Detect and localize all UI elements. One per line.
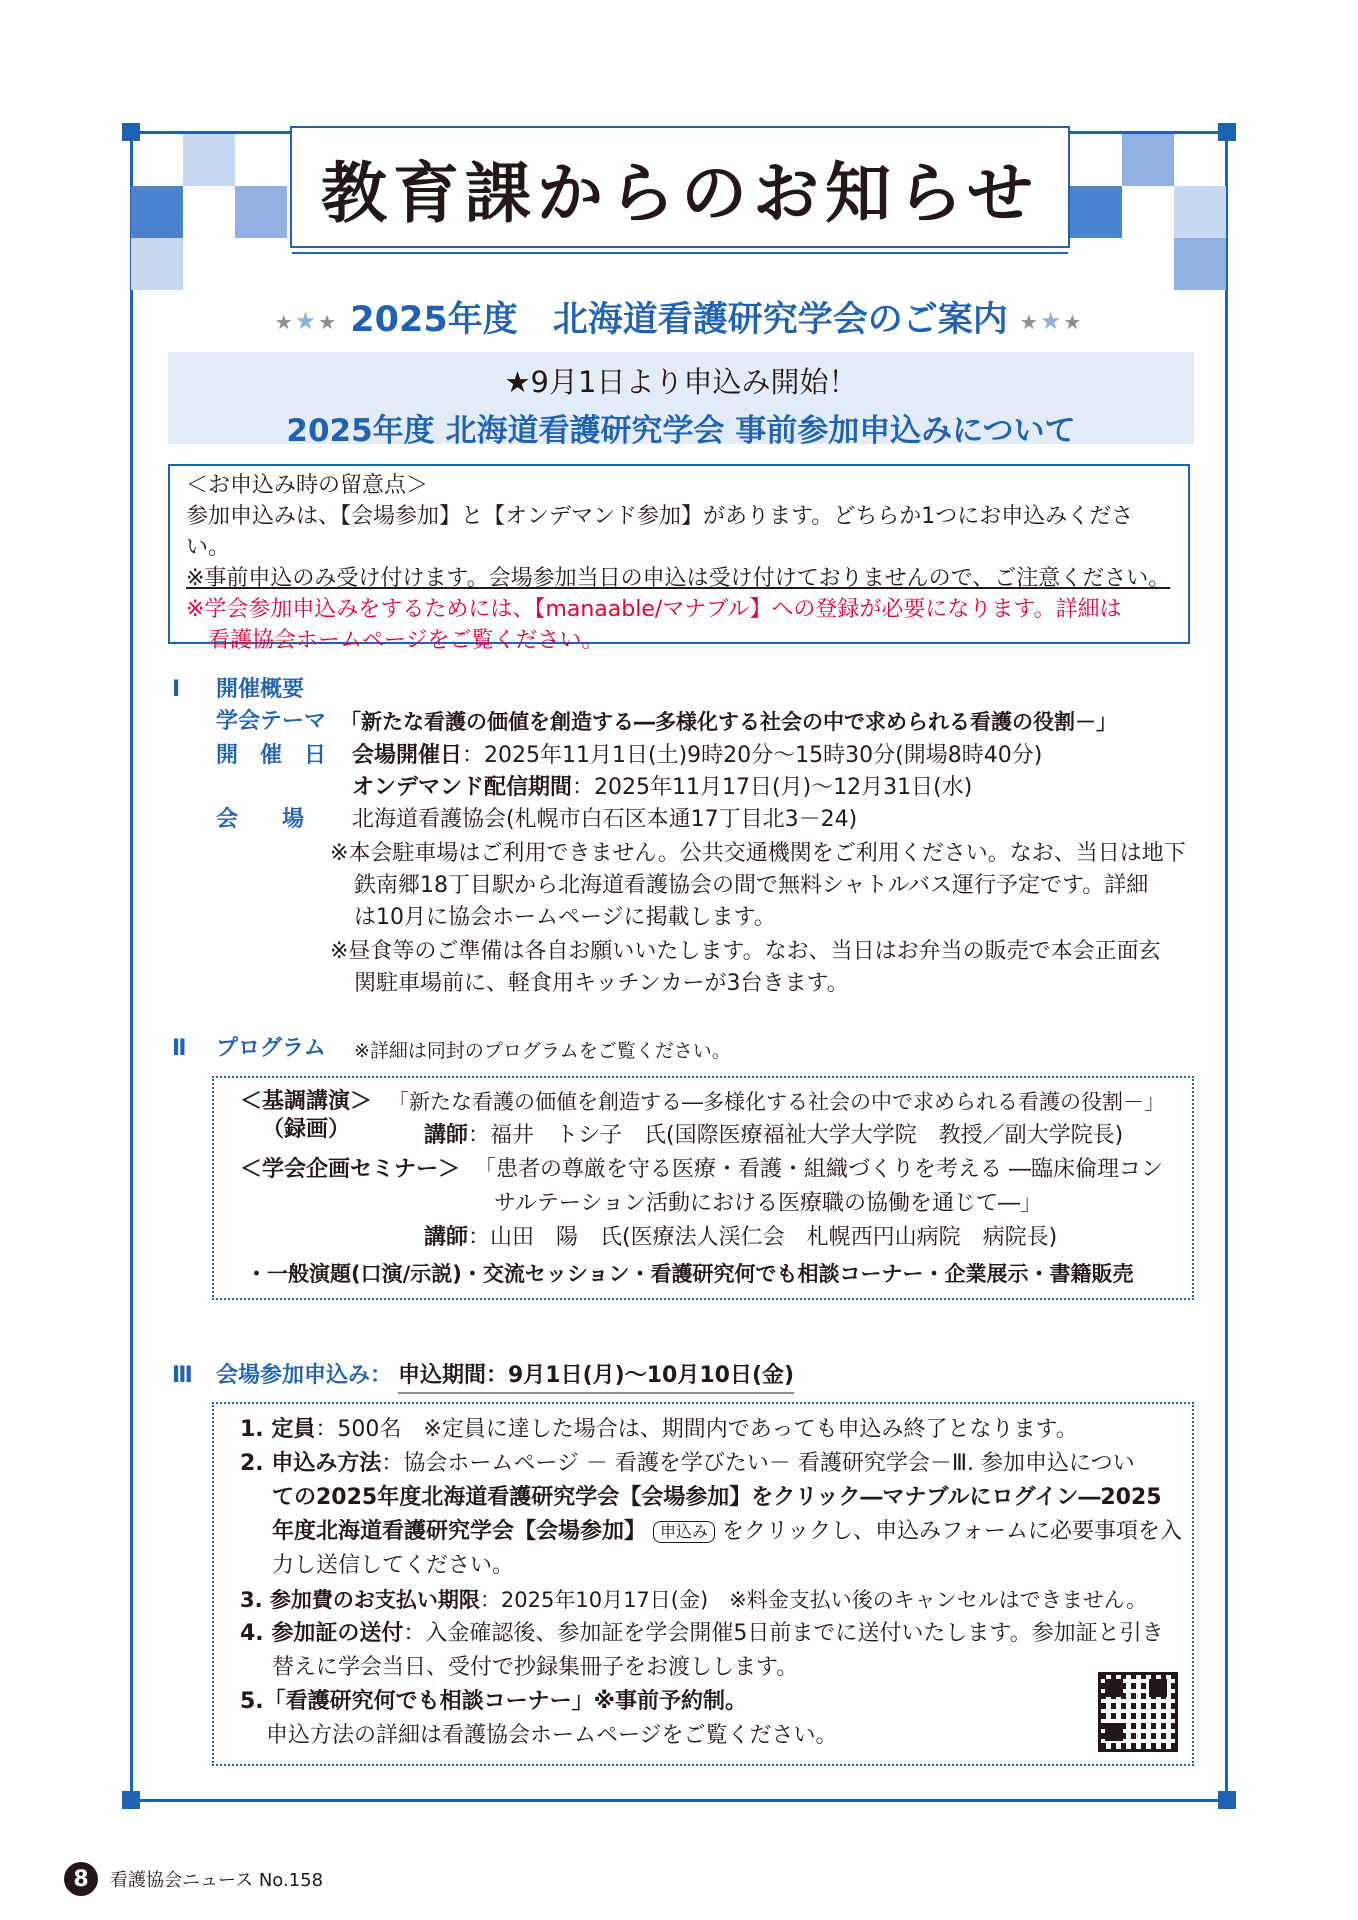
corner-dot-br bbox=[1218, 1791, 1236, 1809]
item2-line4: 力し送信してください。 bbox=[272, 1553, 515, 1578]
page-title: 教育課からのお知らせ bbox=[320, 154, 1040, 232]
item4-line1 bbox=[240, 1618, 1164, 1650]
tile bbox=[1070, 186, 1122, 238]
item4-line1-text: ：入金確認後、参加証を学会開催5日前までに送付いたします。参加証と引き bbox=[403, 1621, 1164, 1646]
theme-label: 学会テーマ bbox=[216, 709, 327, 734]
item2-label: 2. 申込み方法 bbox=[240, 1451, 382, 1476]
frame-bottom-line bbox=[130, 1799, 1228, 1802]
tile bbox=[131, 186, 183, 238]
tile bbox=[1174, 238, 1226, 290]
keynote-speaker-label: 講師 bbox=[424, 1123, 469, 1148]
date-venue-value: ：2025年11月1日(土)9時20分～15時30分(開場8時40分) bbox=[462, 743, 1043, 768]
apply-button[interactable]: 申込み bbox=[653, 1521, 715, 1543]
tile bbox=[1174, 186, 1226, 238]
date-venue bbox=[352, 740, 1042, 772]
item2-line3a: 年度北海道看護研究学会【会場参加】 bbox=[272, 1519, 647, 1544]
note1-line2: 鉄南郷18丁目駅から北海道看護協会の間で無料シャトルバス運行予定です。詳細 bbox=[354, 873, 1149, 898]
seminar-title-line1: 「患者の尊厳を守る医療・看護・組織づくりを考える ―臨床倫理コン bbox=[474, 1157, 1163, 1182]
qr-code-icon[interactable] bbox=[1098, 1672, 1178, 1752]
item1-label: 1. 定員 bbox=[240, 1417, 316, 1442]
date-label: 開 催 日 bbox=[216, 743, 327, 768]
banner-line2: 2025年度 北海道看護研究学会 事前参加申込みについて bbox=[286, 413, 1076, 449]
section1-num: Ⅰ bbox=[172, 677, 181, 702]
venue-value: 北海道看護協会(札幌市白石区本通17丁目北3－24) bbox=[352, 807, 858, 832]
section2-title: プログラム bbox=[216, 1036, 326, 1061]
publication-name: 看護協会ニュース No.158 bbox=[110, 1870, 324, 1891]
keynote-label: ＜基調講演＞ bbox=[240, 1089, 373, 1114]
banner bbox=[168, 352, 1194, 449]
tile bbox=[183, 134, 235, 186]
tile bbox=[1122, 134, 1174, 186]
item5-line2: 申込方法の詳細は看護協会ホームページをご覧ください。 bbox=[266, 1723, 838, 1748]
section3-title: 会場参加申込み： bbox=[216, 1363, 393, 1388]
frame-right-line bbox=[1225, 131, 1228, 1802]
keynote-speaker-value: ：福井 トシ子 氏(国際医療福祉大学大学院 教授／副大学院長) bbox=[468, 1123, 1124, 1148]
date-ondemand-value: ：2025年11月17日(月)～12月31日(水) bbox=[572, 775, 973, 800]
tile bbox=[131, 238, 183, 290]
page-title-box bbox=[290, 126, 1070, 248]
banner-line1: ★9月1日より申込み開始！ bbox=[504, 365, 858, 399]
section3-period: 申込期間：9月1日(月)～10月10日(金) bbox=[398, 1360, 794, 1394]
item2-line1-text: ：協会ホームページ － 看護を学びたい－ 看護研究学会－Ⅲ. 参加申込につい bbox=[381, 1451, 1135, 1476]
section2-num: Ⅱ bbox=[172, 1036, 187, 1061]
program-other: ・一般演題(口演/示説)・交流セッション・看護研究何でも相談コーナー・企業展示・書籍販売 bbox=[246, 1262, 1134, 1286]
subtitle: 2025年度 北海道看護研究学会のご案内 bbox=[350, 300, 1008, 340]
item2-line3 bbox=[272, 1516, 1182, 1548]
keynote-title: 「新たな看護の価値を創造する―多様化する社会の中で求められる看護の役割－」 bbox=[388, 1090, 1165, 1114]
item4-line2: 替えに学会当日、受付で抄録集冊子をお渡しします。 bbox=[272, 1655, 799, 1680]
date-ondemand bbox=[352, 772, 972, 804]
note1-line3: は10月に協会ホームページに掲載します。 bbox=[354, 905, 776, 930]
item1 bbox=[240, 1414, 1078, 1446]
notice-box bbox=[168, 464, 1190, 653]
seminar-speaker bbox=[424, 1222, 1057, 1254]
date-venue-label: 会場開催日 bbox=[352, 743, 463, 768]
tile bbox=[235, 186, 287, 238]
star-icons-right: ★★★ bbox=[1019, 307, 1084, 335]
venue-label: 会 場 bbox=[216, 807, 305, 832]
frame-left-line bbox=[130, 131, 133, 1802]
notice-line2: ※事前申込のみ受け付けます。会場参加当日の申込は受け付けておりませんので、ご注意ください。 bbox=[186, 566, 1171, 591]
section1-title: 開催概要 bbox=[216, 677, 305, 702]
seminar-label: ＜学会企画セミナー＞ bbox=[240, 1157, 461, 1182]
note2-line1: ※昼食等のご準備は各自お願いいたします。なお、当日はお弁当の販売で本会正面玄 bbox=[330, 939, 1161, 964]
notice-line4: 看護協会ホームページをご覧ください。 bbox=[208, 628, 604, 653]
item2-line1 bbox=[240, 1448, 1135, 1480]
date-ondemand-label: オンデマンド配信期間 bbox=[352, 775, 573, 800]
note2-line2: 関駐車場前に、軽食用キッチンカーが3台きます。 bbox=[354, 971, 849, 996]
section3-num: Ⅲ bbox=[172, 1363, 193, 1388]
item1-value: ：500名 ※定員に達した場合は、期間内であっても申込み終了となります。 bbox=[315, 1417, 1078, 1442]
subtitle-row bbox=[0, 292, 1358, 342]
notice-heading: ＜お申込み時の留意点＞ bbox=[186, 473, 429, 498]
section2-note: ※詳細は同封のプログラムをご覧ください。 bbox=[354, 1040, 731, 1062]
item3-label: 3. 参加費のお支払い期限 bbox=[240, 1588, 480, 1612]
notice-line3: ※学会参加申込みをするためには、【manaable/マナブル】への登録が必要になります。詳細は bbox=[186, 597, 1122, 622]
keynote-sub: （録画） bbox=[262, 1117, 351, 1142]
corner-dot-tl bbox=[122, 123, 140, 141]
theme-value: 「新たな看護の価値を創造する―多様化する社会の中で求められる看護の役割－」 bbox=[340, 710, 1117, 734]
star-icons-left: ★★★ bbox=[274, 307, 339, 335]
notice-line1: 参加申込みは、【会場参加】と【オンデマンド参加】があります。どちらか1つにお申込みください。 bbox=[186, 504, 1134, 560]
item2-line3b: をクリックし、申込みフォームに必要事項を入 bbox=[722, 1519, 1183, 1544]
item3 bbox=[240, 1584, 1147, 1616]
corner-dot-tr bbox=[1218, 123, 1236, 141]
seminar-speaker-value: ：山田 陽 氏(医療法人渓仁会 札幌西円山病院 病院長) bbox=[468, 1225, 1058, 1250]
corner-dot-bl bbox=[122, 1791, 140, 1809]
page-number-badge: 8 bbox=[64, 1862, 98, 1896]
keynote-speaker bbox=[424, 1120, 1123, 1152]
item4-label: 4. 参加証の送付 bbox=[240, 1621, 404, 1646]
item2-line2: ての2025年度北海道看護研究学会【会場参加】をクリック―マナブルにログイン―2025 bbox=[272, 1485, 1162, 1510]
note1-line1: ※本会駐車場はご利用できません。公共交通機関をご利用ください。なお、当日は地下 bbox=[330, 841, 1186, 866]
item3-value: ：2025年10月17日(金) ※料金支払い後のキャンセルはできません。 bbox=[479, 1588, 1148, 1612]
seminar-speaker-label: 講師 bbox=[424, 1225, 469, 1250]
seminar-title-line2: サルテーション活動における医療職の協働を通じて―」 bbox=[494, 1191, 1043, 1216]
item5-line1: 5.「看護研究何でも相談コーナー」※事前予約制。 bbox=[240, 1689, 748, 1714]
